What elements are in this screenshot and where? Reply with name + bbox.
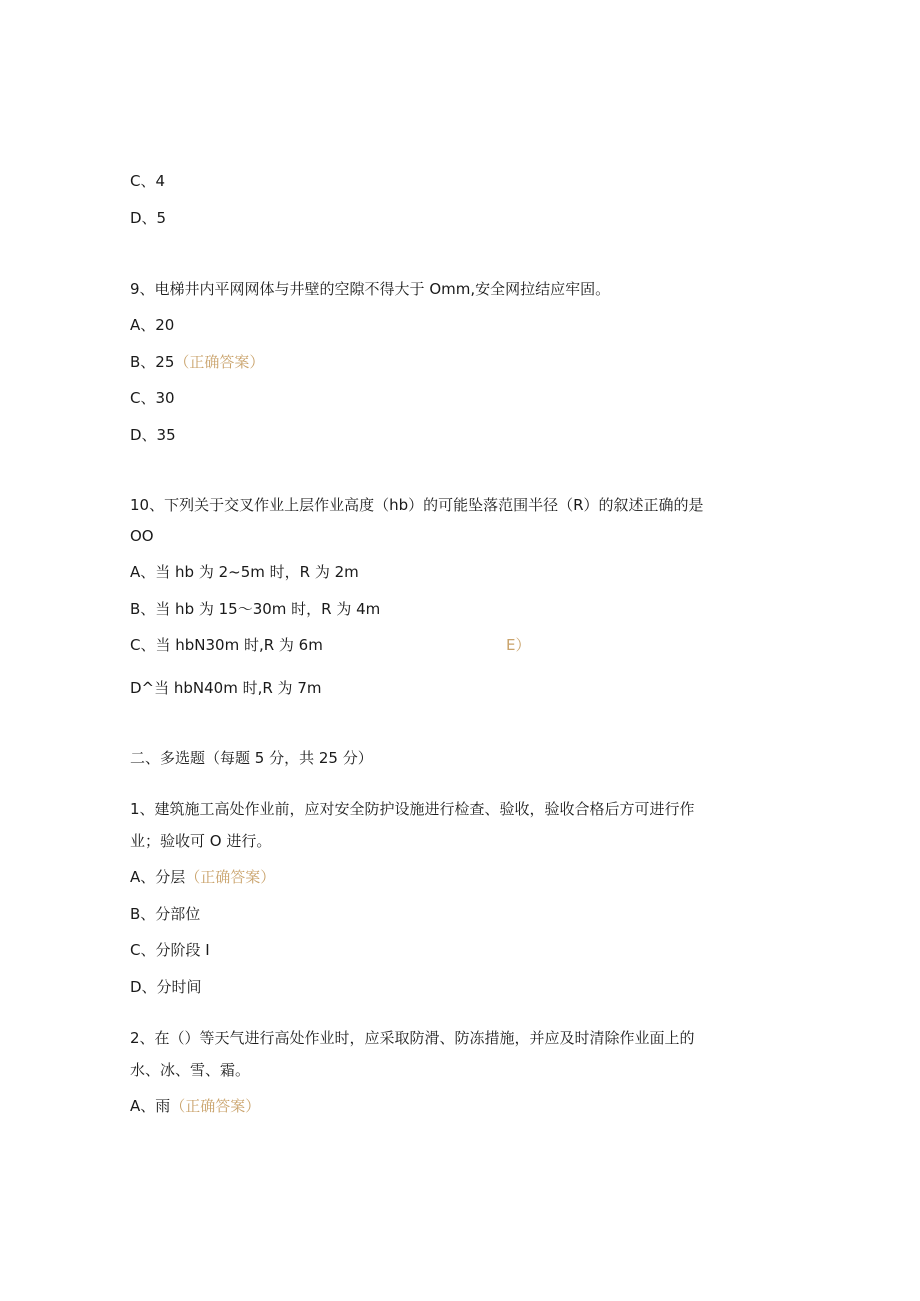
q10-option-a: A、当 hb 为 2~5m 时，R 为 2m: [130, 563, 359, 581]
correct-answer-label: （正确答案）: [170, 1097, 261, 1115]
option-text: D、35: [130, 426, 176, 444]
option-c-prev: C、4: [130, 172, 166, 190]
question-10-stem-line1: 10、下列关于交叉作业上层作业高度（hb）的可能坠落范围半径（R）的叙述正确的是: [130, 496, 704, 514]
option-text: C、当 hbN30m 时,R 为 6m: [130, 636, 323, 654]
option-text: B、25: [130, 353, 175, 371]
correct-answer-label: （正确答案）: [174, 353, 265, 371]
option-text: B、分部位: [130, 905, 201, 923]
mq2-stem-line2: 水、冰、雪、霜。: [130, 1061, 251, 1079]
section-title: 二、多选题（每题 5 分，共 25 分）: [130, 749, 373, 767]
mq1-option-d: [130, 977, 202, 997]
option-d-prev: D、5: [130, 209, 167, 227]
mq1-stem-line1: 1、建筑施工高处作业前，应对安全防护设施进行检查、验收，验收合格后方可进行作: [130, 800, 695, 818]
option-text: C、30: [130, 389, 175, 407]
q9-option-d: [130, 425, 176, 445]
q10-option-d: D^当 hbN40m 时,R 为 7m: [130, 679, 322, 697]
q10-option-b: B、当 hb 为 15～30m 时，R 为 4m: [130, 600, 381, 618]
q9-option-a: [130, 315, 174, 335]
answer-mark: E）: [506, 636, 531, 654]
option-text: A、20: [130, 316, 175, 334]
q9-option-b: [130, 352, 264, 372]
option-text: D、分时间: [130, 978, 202, 996]
question-9-stem: 9、电梯井内平网网体与井壁的空隙不得大于 Omm,安全网拉结应牢固。: [130, 280, 611, 298]
mq1-stem-line2: 业；验收可 O 进行。: [130, 832, 272, 850]
mq1-option-c: [130, 940, 210, 960]
correct-answer-label: （正确答案）: [185, 868, 276, 886]
q9-option-c: [130, 388, 175, 408]
option-text: A、雨: [130, 1097, 171, 1115]
option-text: C、分阶段 I: [130, 941, 210, 959]
mq1-option-a: [130, 867, 275, 887]
mq2-option-a: [130, 1096, 260, 1116]
option-text: A、分层: [130, 868, 186, 886]
mq2-stem-line1: 2、在（）等天气进行高处作业时，应采取防滑、防冻措施，并应及时清除作业面上的: [130, 1029, 695, 1047]
mq1-option-b: [130, 904, 200, 924]
question-10-stem-line2: OO: [130, 527, 154, 545]
q10-option-c: [130, 635, 530, 655]
